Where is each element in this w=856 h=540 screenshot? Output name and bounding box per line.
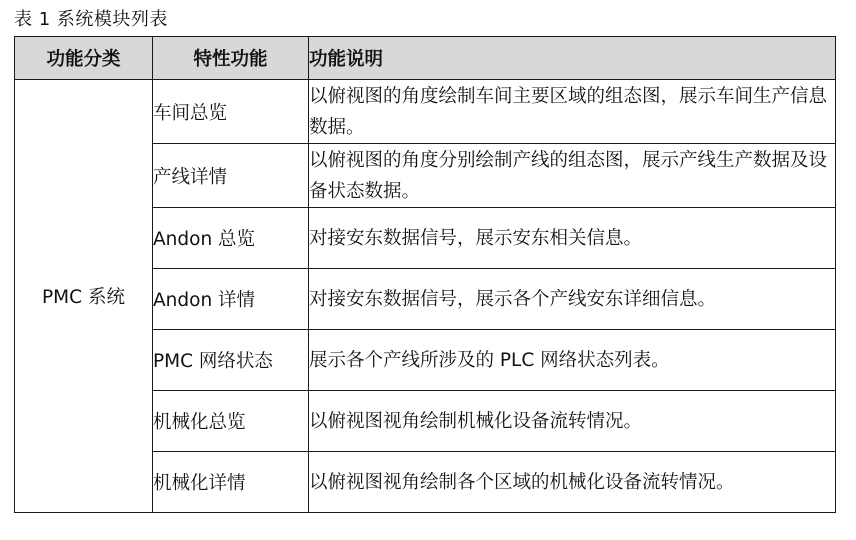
table-header-row	[15, 37, 836, 80]
feature-cell: Andon 总览	[153, 208, 309, 269]
module-table	[14, 36, 836, 513]
description-cell: 以俯视图视角绘制各个区域的机械化设备流转情况。	[309, 452, 836, 513]
feature-cell: 机械化详情	[153, 452, 309, 513]
description-cell: 以俯视图视角绘制机械化设备流转情况。	[309, 391, 836, 452]
table-caption: 表 1 系统模块列表	[14, 9, 168, 30]
description-cell: 展示各个产线所涉及的 PLC 网络状态列表。	[309, 330, 836, 391]
description-cell: 对接安东数据信号，展示各个产线安东详细信息。	[309, 269, 836, 330]
description-cell: 以俯视图的角度分别绘制产线的组态图，展示产线生产数据及设备状态数据。	[309, 144, 836, 208]
feature-cell: 车间总览	[153, 80, 309, 144]
header-description: 功能说明	[309, 37, 836, 80]
feature-cell: PMC 网络状态	[153, 330, 309, 391]
feature-cell: 机械化总览	[153, 391, 309, 452]
category-cell: PMC 系统	[15, 80, 153, 513]
feature-cell: 产线详情	[153, 144, 309, 208]
description-cell: 对接安东数据信号，展示安东相关信息。	[309, 208, 836, 269]
header-feature: 特性功能	[153, 37, 309, 80]
header-category: 功能分类	[15, 37, 153, 80]
description-cell: 以俯视图的角度绘制车间主要区域的组态图，展示车间生产信息数据。	[309, 80, 836, 144]
table-row	[15, 80, 836, 144]
feature-cell: Andon 详情	[153, 269, 309, 330]
